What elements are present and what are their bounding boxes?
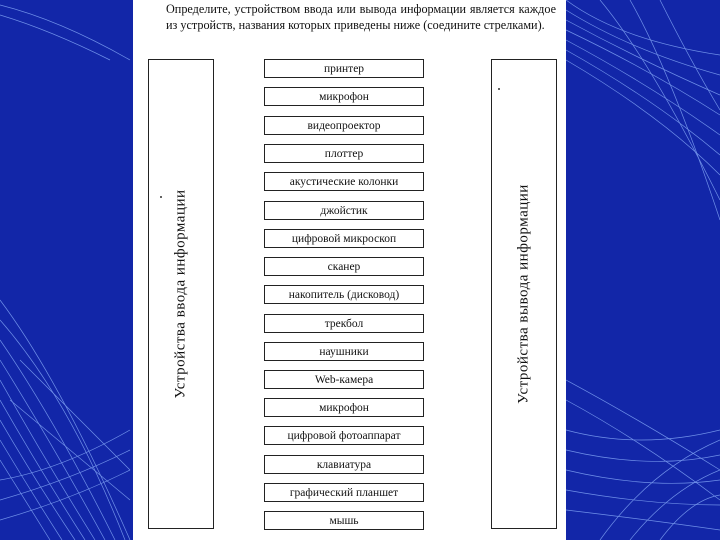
stray-dot [498,88,500,90]
device-item-joystick: джойстик [264,201,424,220]
device-item-plotter: плоттер [264,144,424,163]
output-devices-label: Устройства вывода информации [515,184,532,404]
device-item-digital-microscope: цифровой микроскоп [264,229,424,248]
output-devices-box [491,59,557,529]
device-item-speakers: акустические колонки [264,172,424,191]
stray-dot [160,196,162,198]
task-instruction: Определите, устройством ввода или вывода информации является каждое из устройств, названия которых приведены ниже (соедините стрелками). [166,2,556,32]
device-item-keyboard: клавиатура [264,455,424,474]
device-item-digital-camera: цифровой фотоаппарат [264,426,424,445]
device-item-mouse: мышь [264,511,424,530]
device-item-graphics-tablet: графический планшет [264,483,424,502]
device-item-scanner: сканер [264,257,424,276]
device-item-trackball: трекбол [264,314,424,333]
device-item-video-projector: видеопроектор [264,116,424,135]
worksheet-page [133,0,566,540]
input-devices-label: Устройства ввода информации [172,189,189,399]
device-item-webcam: Web-камера [264,370,424,389]
device-item-printer: принтер [264,59,424,78]
device-item-microphone-2: микрофон [264,398,424,417]
device-item-microphone: микрофон [264,87,424,106]
input-devices-box [148,59,214,529]
device-item-disk-drive: накопитель (дисковод) [264,285,424,304]
device-item-headphones: наушники [264,342,424,361]
